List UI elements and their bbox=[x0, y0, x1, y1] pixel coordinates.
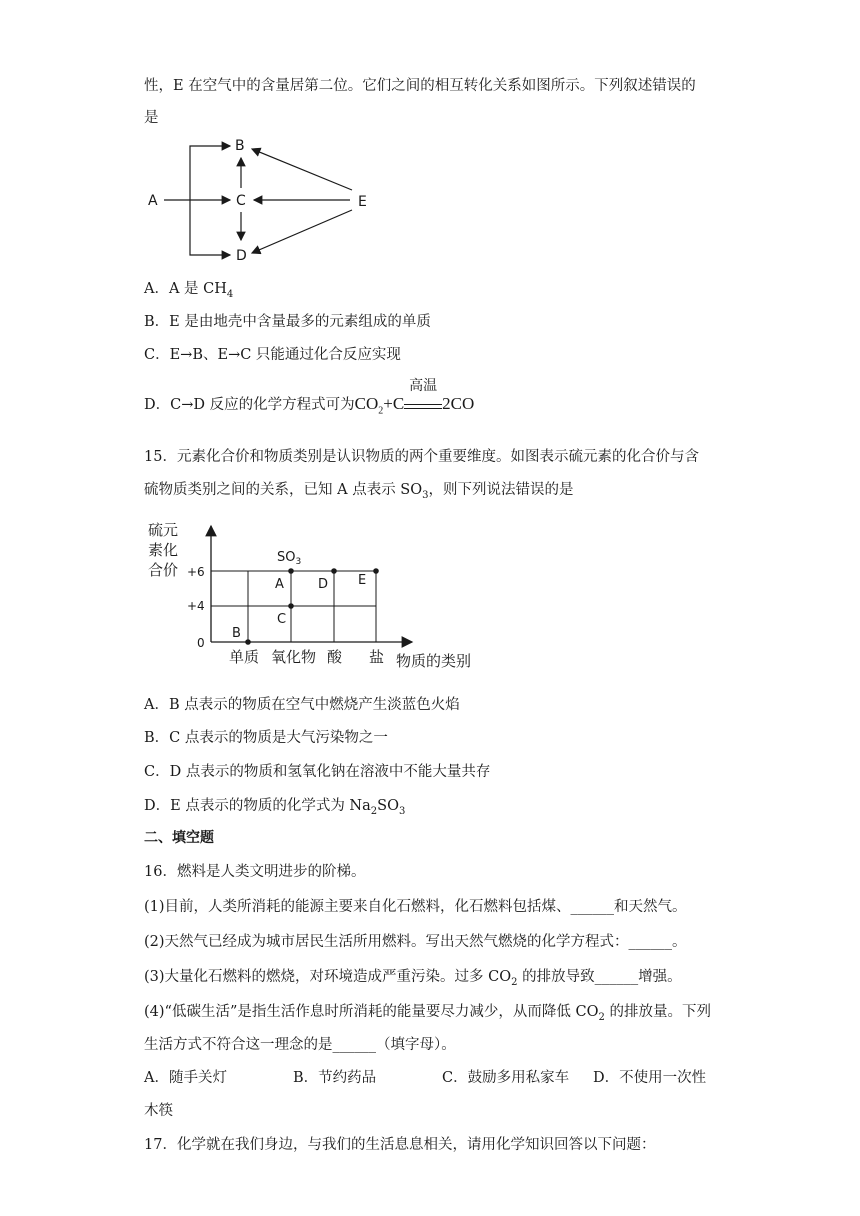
arrow-a-d bbox=[190, 200, 230, 255]
q16-part3-text: (3)大量化石燃料的燃烧，对环境造成严重污染。过多 CO bbox=[144, 969, 512, 985]
x-category-element: 单质 bbox=[229, 648, 260, 666]
q14-option-b: B．E 是由地壳中含量最多的元素组成的单质 bbox=[144, 314, 431, 330]
q15-valence-chart bbox=[140, 520, 500, 675]
node-c: C bbox=[236, 193, 246, 209]
node-d: D bbox=[236, 248, 247, 264]
q14-option-d-text: D．C→D 反应的化学方程式可为 bbox=[144, 397, 355, 413]
eq-left-sub: 2 bbox=[378, 405, 384, 417]
point-a bbox=[288, 568, 294, 574]
q16-stem: 16．燃料是人类文明进步的阶梯。 bbox=[144, 864, 366, 880]
point-label-c: C bbox=[277, 612, 287, 627]
q15-stem-line2-suffix: ，则下列说法错误的是 bbox=[428, 482, 574, 498]
q15-option-d-sub2: 3 bbox=[398, 805, 406, 817]
q15-stem-line2 bbox=[144, 478, 574, 501]
point-d bbox=[331, 568, 337, 574]
q16-part4 bbox=[144, 1000, 711, 1023]
arrow-e-b bbox=[252, 149, 352, 190]
x-axis-label: 物质的类别 bbox=[396, 652, 472, 670]
x-category-salt: 盐 bbox=[369, 648, 385, 666]
point-label-a: A bbox=[275, 577, 284, 592]
q14-intro-line2: 是 bbox=[144, 110, 159, 126]
q16-option-d: D．不使用一次性 bbox=[593, 1070, 707, 1086]
eq-condition: 高温 bbox=[409, 379, 438, 394]
q15-option-d-text: D．E 点表示的物质的化学式为 Na bbox=[144, 798, 371, 814]
q14-option-d bbox=[144, 379, 475, 417]
q16-part3-suffix: 的排放导致______增强。 bbox=[517, 969, 682, 985]
point-label-b: B bbox=[232, 626, 241, 641]
section-title: 二、填空题 bbox=[144, 830, 214, 846]
y-axis-label-3: 合价 bbox=[148, 561, 179, 579]
q16-option-d-cont: 木筷 bbox=[144, 1103, 173, 1119]
q14-intro-line1: 性，E 在空气中的含量居第二位。它们之间的相互转化关系如图所示。下列叙述错误的 bbox=[144, 78, 696, 94]
eq-left: CO bbox=[354, 394, 379, 413]
point-b bbox=[245, 639, 251, 645]
q17-stem: 17．化学就在我们身边，与我们的生活息息相关，请用化学知识回答以下问题： bbox=[144, 1137, 656, 1153]
y-tick-plus4: +4 bbox=[187, 599, 205, 613]
q16-part1: (1)目前，人类所消耗的能源主要来自化石燃料，化石燃料包括煤、______和天然气。 bbox=[144, 899, 687, 915]
arrow-a-b bbox=[190, 146, 230, 200]
node-e: E bbox=[358, 194, 367, 210]
point-label-d: D bbox=[318, 577, 329, 592]
node-b: B bbox=[235, 138, 245, 154]
q15-option-b: B．C 点表示的物质是大气污染物之一 bbox=[144, 730, 388, 746]
q16-part4-suffix: 的排放量。下列 bbox=[604, 1004, 711, 1020]
eq-right: 2CO bbox=[442, 394, 475, 413]
q15-option-d-sub1: 2 bbox=[370, 805, 378, 817]
q16-part2: (2)天然气已经成为城市居民生活所用燃料。写出天然气燃烧的化学方程式：______。 bbox=[144, 934, 687, 950]
q15-option-c: C．D 点表示的物质和氢氧化钠在溶液中不能大量共存 bbox=[144, 764, 491, 780]
point-label-e: E bbox=[358, 573, 367, 588]
so3-label: $SO_3$ bbox=[277, 550, 302, 567]
q16-part4-sub: 2 bbox=[598, 1011, 605, 1023]
point-c bbox=[288, 603, 294, 609]
q16-option-b: B．节约药品 bbox=[293, 1070, 377, 1086]
arrow-e-d bbox=[252, 210, 352, 253]
q15-stem-line1: 15．元素化合价和物质类别是认识物质的两个重要维度。如图表示硫元素的化合价与含 bbox=[144, 449, 699, 465]
q15-option-d-mid: SO bbox=[377, 798, 399, 814]
node-a: A bbox=[148, 193, 158, 209]
q15-stem-line2-text: 硫物质类别之间的关系，已知 A 点表示 SO bbox=[144, 482, 423, 498]
q15-option-d bbox=[144, 794, 405, 817]
eq-condition-sign bbox=[404, 379, 442, 409]
q16-option-a: A．随手关灯 bbox=[144, 1070, 227, 1086]
q14-option-c: C．E→B、E→C 只能通过化合反应实现 bbox=[144, 347, 401, 363]
q14-conversion-diagram bbox=[140, 132, 380, 266]
q16-part3-sub: 2 bbox=[511, 976, 518, 988]
y-tick-plus6: +6 bbox=[187, 565, 205, 579]
q15-stem-line2-sub: 3 bbox=[422, 489, 429, 501]
point-e bbox=[373, 568, 379, 574]
q16-part4-text: (4)“低碳生活”是指生活作息时所消耗的能量要尽力减少，从而降低 CO bbox=[144, 1004, 599, 1020]
y-axis-label-2: 素化 bbox=[148, 541, 179, 559]
eq-mid: +C bbox=[383, 394, 405, 413]
q14-option-a-sub: 4 bbox=[226, 288, 234, 300]
q15-option-a: A．B 点表示的物质在空气中燃烧产生淡蓝色火焰 bbox=[144, 697, 460, 713]
q14-option-a bbox=[144, 277, 233, 300]
y-axis-label-1: 硫元 bbox=[148, 521, 179, 539]
q14-option-a-text: A．A 是 CH bbox=[144, 281, 227, 297]
x-category-oxide: 氧化物 bbox=[271, 648, 317, 666]
q16-option-c: C．鼓励多用私家车 bbox=[442, 1070, 570, 1086]
q16-part3 bbox=[144, 965, 682, 988]
x-category-acid: 酸 bbox=[327, 648, 343, 666]
q16-part4-line2: 生活方式不符合这一理念的是______（填字母）。 bbox=[144, 1037, 456, 1053]
y-tick-zero: 0 bbox=[197, 636, 205, 650]
